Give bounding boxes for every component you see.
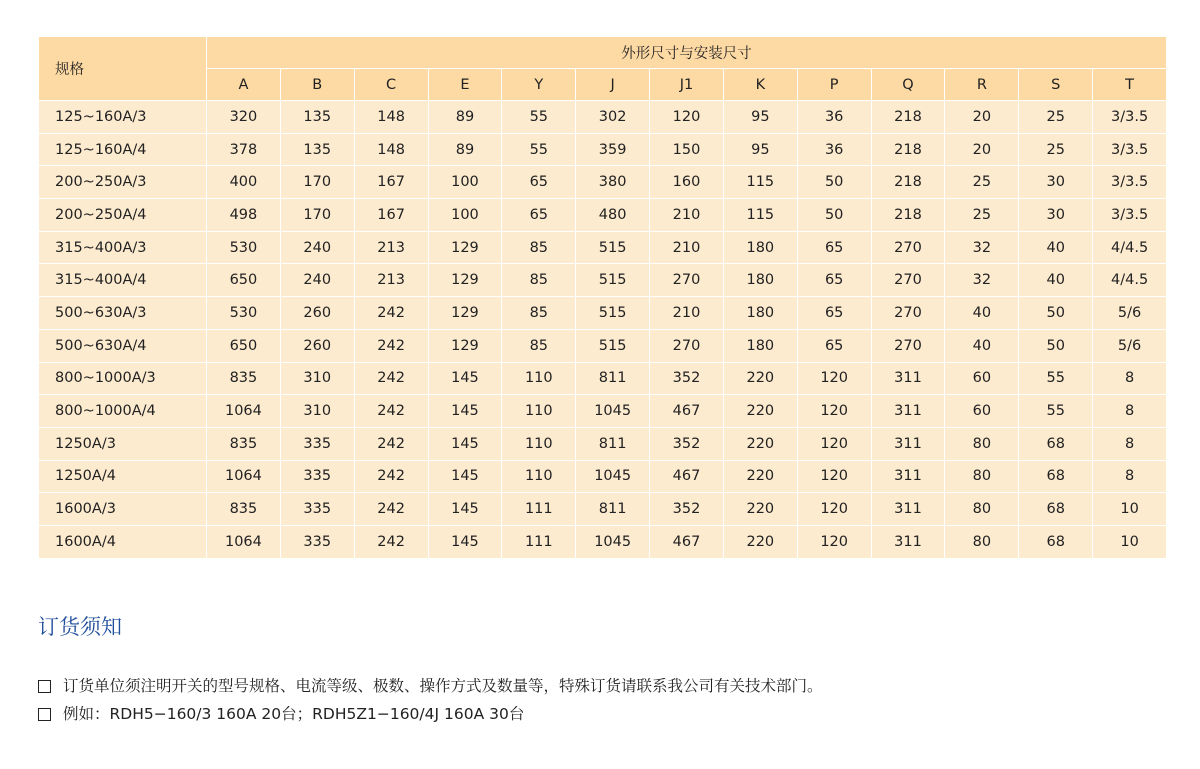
dimension-cell: 210: [650, 231, 724, 264]
dimension-cell: 311: [871, 493, 945, 526]
dimension-cell: 25: [945, 199, 1019, 232]
dimension-cell: 3/3.5: [1093, 199, 1167, 232]
dimension-cell: 260: [280, 329, 354, 362]
dimension-cell: 80: [945, 525, 1019, 558]
dimension-cell: 65: [797, 329, 871, 362]
table-header-row-1: [39, 37, 1167, 69]
dimension-cell: 240: [280, 231, 354, 264]
dimension-cell: 530: [207, 231, 281, 264]
dimension-cell: 110: [502, 395, 576, 428]
dimension-cell: 111: [502, 493, 576, 526]
dimension-cell: 80: [945, 493, 1019, 526]
dimension-cell: 55: [502, 101, 576, 134]
dimension-cell: 68: [1019, 460, 1093, 493]
dimension-cell: 270: [871, 231, 945, 264]
model-cell: 500~630A/4: [39, 329, 207, 362]
dimension-cell: 55: [1019, 362, 1093, 395]
dimension-cell: 65: [502, 199, 576, 232]
table-row: [39, 493, 1167, 526]
dimension-cell: 180: [723, 297, 797, 330]
dimension-cell: 213: [354, 264, 428, 297]
dimension-cell: 467: [650, 525, 724, 558]
dimension-cell: 65: [797, 264, 871, 297]
table-header: [39, 37, 1167, 101]
table-row: [39, 329, 1167, 362]
dimension-cell: 129: [428, 297, 502, 330]
column-header: A: [207, 69, 281, 101]
dimension-cell: 180: [723, 231, 797, 264]
model-cell: 315~400A/4: [39, 264, 207, 297]
dimension-cell: 68: [1019, 493, 1093, 526]
notes-title: 订货须知: [38, 615, 122, 639]
dimension-cell: 170: [280, 199, 354, 232]
table-header-row-2: [39, 69, 1167, 101]
dimension-table-container: [38, 36, 1166, 559]
model-cell: 800~1000A/4: [39, 395, 207, 428]
column-header: Y: [502, 69, 576, 101]
dimension-cell: 242: [354, 362, 428, 395]
dimension-cell: 242: [354, 329, 428, 362]
table-row: [39, 166, 1167, 199]
dimension-cell: 380: [576, 166, 650, 199]
table-row: [39, 264, 1167, 297]
table-body: [39, 101, 1167, 559]
column-header: C: [354, 69, 428, 101]
dimension-cell: 170: [280, 166, 354, 199]
dimension-cell: 50: [797, 166, 871, 199]
dimension-cell: 145: [428, 362, 502, 395]
spec-column-header: 规格: [39, 37, 207, 101]
dimension-cell: 25: [1019, 101, 1093, 134]
dimension-cell: 218: [871, 101, 945, 134]
dimension-cell: 311: [871, 427, 945, 460]
model-cell: 200~250A/4: [39, 199, 207, 232]
dimension-cell: 25: [945, 166, 1019, 199]
dimension-cell: 50: [1019, 297, 1093, 330]
dimension-cell: 68: [1019, 525, 1093, 558]
dimension-cell: 1045: [576, 460, 650, 493]
table-row: [39, 199, 1167, 232]
dimension-cell: 8: [1093, 460, 1167, 493]
model-cell: 1250A/3: [39, 427, 207, 460]
dimension-cell: 10: [1093, 525, 1167, 558]
dimension-cell: 515: [576, 297, 650, 330]
dimension-cell: 480: [576, 199, 650, 232]
dimension-cell: 335: [280, 427, 354, 460]
model-cell: 200~250A/3: [39, 166, 207, 199]
dimension-cell: 242: [354, 427, 428, 460]
dimension-cell: 218: [871, 199, 945, 232]
dimension-cell: 129: [428, 231, 502, 264]
dimension-table: [38, 36, 1167, 559]
dimension-cell: 378: [207, 133, 281, 166]
dimension-cell: 150: [650, 133, 724, 166]
dimension-cell: 467: [650, 460, 724, 493]
dimension-cell: 811: [576, 362, 650, 395]
dimension-cell: 145: [428, 525, 502, 558]
note-item: [38, 700, 1166, 728]
dimension-cell: 650: [207, 264, 281, 297]
dimension-cell: 8: [1093, 362, 1167, 395]
dimension-cell: 210: [650, 297, 724, 330]
table-row: [39, 101, 1167, 134]
dimension-cell: 1064: [207, 395, 281, 428]
dimension-cell: 145: [428, 460, 502, 493]
dimension-cell: 218: [871, 133, 945, 166]
column-header: T: [1093, 69, 1167, 101]
dimension-cell: 352: [650, 427, 724, 460]
column-header: P: [797, 69, 871, 101]
dimension-cell: 167: [354, 166, 428, 199]
dimension-cell: 335: [280, 525, 354, 558]
dimension-cell: 148: [354, 133, 428, 166]
dimension-cell: 4/4.5: [1093, 231, 1167, 264]
dimension-cell: 242: [354, 460, 428, 493]
dimension-cell: 85: [502, 297, 576, 330]
dimension-cell: 498: [207, 199, 281, 232]
dimension-cell: 220: [723, 395, 797, 428]
dimension-cell: 80: [945, 427, 1019, 460]
dimension-cell: 311: [871, 525, 945, 558]
dimension-cell: 835: [207, 362, 281, 395]
dimension-cell: 20: [945, 133, 1019, 166]
dimension-cell: 270: [871, 264, 945, 297]
dimension-cell: 220: [723, 525, 797, 558]
dimension-cell: 50: [797, 199, 871, 232]
dimension-cell: 302: [576, 101, 650, 134]
dimension-cell: 530: [207, 297, 281, 330]
dimension-cell: 100: [428, 199, 502, 232]
dimension-cell: 89: [428, 133, 502, 166]
dimension-cell: 811: [576, 493, 650, 526]
dimension-cell: 40: [945, 297, 1019, 330]
column-header: K: [723, 69, 797, 101]
column-header: E: [428, 69, 502, 101]
dimension-cell: 3/3.5: [1093, 133, 1167, 166]
dimension-cell: 115: [723, 199, 797, 232]
dimension-cell: 5/6: [1093, 329, 1167, 362]
column-header: S: [1019, 69, 1093, 101]
dimension-cell: 85: [502, 264, 576, 297]
dimension-cell: 129: [428, 329, 502, 362]
dimension-cell: 25: [1019, 133, 1093, 166]
dimension-cell: 85: [502, 231, 576, 264]
dimension-cell: 111: [502, 525, 576, 558]
model-cell: 1600A/3: [39, 493, 207, 526]
table-row: [39, 362, 1167, 395]
dimension-cell: 135: [280, 133, 354, 166]
dimension-cell: 68: [1019, 427, 1093, 460]
dimension-cell: 352: [650, 493, 724, 526]
column-header: B: [280, 69, 354, 101]
dimension-cell: 110: [502, 362, 576, 395]
dimension-cell: 65: [797, 297, 871, 330]
dimension-cell: 89: [428, 101, 502, 134]
dimension-cell: 167: [354, 199, 428, 232]
dimension-cell: 242: [354, 297, 428, 330]
table-row: [39, 231, 1167, 264]
column-header: R: [945, 69, 1019, 101]
note-item: [38, 672, 1166, 700]
dimension-cell: 311: [871, 460, 945, 493]
dimension-cell: 467: [650, 395, 724, 428]
dimension-cell: 400: [207, 166, 281, 199]
dimension-cell: 36: [797, 101, 871, 134]
dimension-cell: 1064: [207, 525, 281, 558]
dimension-cell: 515: [576, 329, 650, 362]
dimension-cell: 515: [576, 231, 650, 264]
dimension-cell: 1064: [207, 460, 281, 493]
dimension-cell: 311: [871, 395, 945, 428]
dimension-cell: 55: [502, 133, 576, 166]
dimension-cell: 218: [871, 166, 945, 199]
dimension-cell: 120: [797, 460, 871, 493]
dimension-cell: 220: [723, 427, 797, 460]
dimension-cell: 213: [354, 231, 428, 264]
dimension-cell: 145: [428, 395, 502, 428]
note-item-text: 订货单位须注明开关的型号规格、电流等级、极数、操作方式及数量等，特殊订货请联系我公司有关技术部门。: [63, 677, 823, 695]
dimension-cell: 148: [354, 101, 428, 134]
table-row: [39, 297, 1167, 330]
dimension-cell: 3/3.5: [1093, 101, 1167, 134]
dimension-cell: 32: [945, 231, 1019, 264]
dimension-cell: 95: [723, 101, 797, 134]
dimension-cell: 110: [502, 460, 576, 493]
model-cell: 125~160A/4: [39, 133, 207, 166]
dimension-cell: 242: [354, 493, 428, 526]
dimension-cell: 129: [428, 264, 502, 297]
dimension-cell: 210: [650, 199, 724, 232]
dimension-cell: 311: [871, 362, 945, 395]
dimension-cell: 10: [1093, 493, 1167, 526]
dimension-cell: 270: [871, 297, 945, 330]
table-row: [39, 427, 1167, 460]
dimension-cell: 30: [1019, 199, 1093, 232]
column-header: Q: [871, 69, 945, 101]
dimension-cell: 240: [280, 264, 354, 297]
dimension-cell: 8: [1093, 395, 1167, 428]
dimension-cell: 60: [945, 362, 1019, 395]
dimension-cell: 1045: [576, 525, 650, 558]
model-cell: 500~630A/3: [39, 297, 207, 330]
dimension-cell: 145: [428, 427, 502, 460]
dimension-cell: 270: [650, 329, 724, 362]
dimension-cell: 120: [797, 525, 871, 558]
dimension-cell: 36: [797, 133, 871, 166]
model-cell: 315~400A/3: [39, 231, 207, 264]
dimension-cell: 120: [797, 427, 871, 460]
dimension-cell: 220: [723, 460, 797, 493]
dimension-cell: 120: [797, 362, 871, 395]
dimension-cell: 95: [723, 133, 797, 166]
dimension-cell: 310: [280, 395, 354, 428]
dimension-cell: 180: [723, 329, 797, 362]
dimension-group-header: 外形尺寸与安装尺寸: [207, 37, 1167, 69]
table-row: [39, 525, 1167, 558]
dimension-cell: 120: [797, 395, 871, 428]
dimension-cell: 100: [428, 166, 502, 199]
dimension-cell: 8: [1093, 427, 1167, 460]
dimension-cell: 352: [650, 362, 724, 395]
dimension-cell: 515: [576, 264, 650, 297]
dimension-cell: 310: [280, 362, 354, 395]
dimension-cell: 811: [576, 427, 650, 460]
dimension-cell: 80: [945, 460, 1019, 493]
dimension-cell: 115: [723, 166, 797, 199]
ordering-notes: [38, 612, 1166, 728]
dimension-cell: 30: [1019, 166, 1093, 199]
table-row: [39, 460, 1167, 493]
checkbox-icon: [38, 708, 51, 721]
model-cell: 125~160A/3: [39, 101, 207, 134]
dimension-cell: 320: [207, 101, 281, 134]
dimension-cell: 5/6: [1093, 297, 1167, 330]
dimension-cell: 4/4.5: [1093, 264, 1167, 297]
checkbox-icon: [38, 680, 51, 693]
dimension-cell: 32: [945, 264, 1019, 297]
dimension-cell: 3/3.5: [1093, 166, 1167, 199]
dimension-cell: 650: [207, 329, 281, 362]
dimension-cell: 120: [650, 101, 724, 134]
model-cell: 1250A/4: [39, 460, 207, 493]
dimension-cell: 335: [280, 493, 354, 526]
dimension-cell: 40: [1019, 264, 1093, 297]
dimension-cell: 180: [723, 264, 797, 297]
dimension-cell: 220: [723, 493, 797, 526]
dimension-cell: 835: [207, 493, 281, 526]
dimension-cell: 60: [945, 395, 1019, 428]
dimension-cell: 135: [280, 101, 354, 134]
dimension-cell: 40: [945, 329, 1019, 362]
table-row: [39, 395, 1167, 428]
column-header: J1: [650, 69, 724, 101]
dimension-cell: 335: [280, 460, 354, 493]
dimension-cell: 242: [354, 525, 428, 558]
model-cell: 800~1000A/3: [39, 362, 207, 395]
note-item-text: 例如：RDH5−160/3 160A 20台；RDH5Z1−160/4J 160A 30台: [63, 705, 525, 723]
dimension-cell: 65: [797, 231, 871, 264]
dimension-cell: 220: [723, 362, 797, 395]
dimension-cell: 270: [871, 329, 945, 362]
dimension-cell: 55: [1019, 395, 1093, 428]
dimension-cell: 85: [502, 329, 576, 362]
dimension-cell: 270: [650, 264, 724, 297]
dimension-cell: 50: [1019, 329, 1093, 362]
model-cell: 1600A/4: [39, 525, 207, 558]
dimension-cell: 160: [650, 166, 724, 199]
dimension-cell: 359: [576, 133, 650, 166]
dimension-cell: 120: [797, 493, 871, 526]
dimension-cell: 242: [354, 395, 428, 428]
column-header: J: [576, 69, 650, 101]
dimension-cell: 110: [502, 427, 576, 460]
dimension-cell: 835: [207, 427, 281, 460]
dimension-cell: 20: [945, 101, 1019, 134]
dimension-cell: 260: [280, 297, 354, 330]
dimension-cell: 65: [502, 166, 576, 199]
dimension-cell: 145: [428, 493, 502, 526]
dimension-cell: 40: [1019, 231, 1093, 264]
table-row: [39, 133, 1167, 166]
dimension-cell: 1045: [576, 395, 650, 428]
